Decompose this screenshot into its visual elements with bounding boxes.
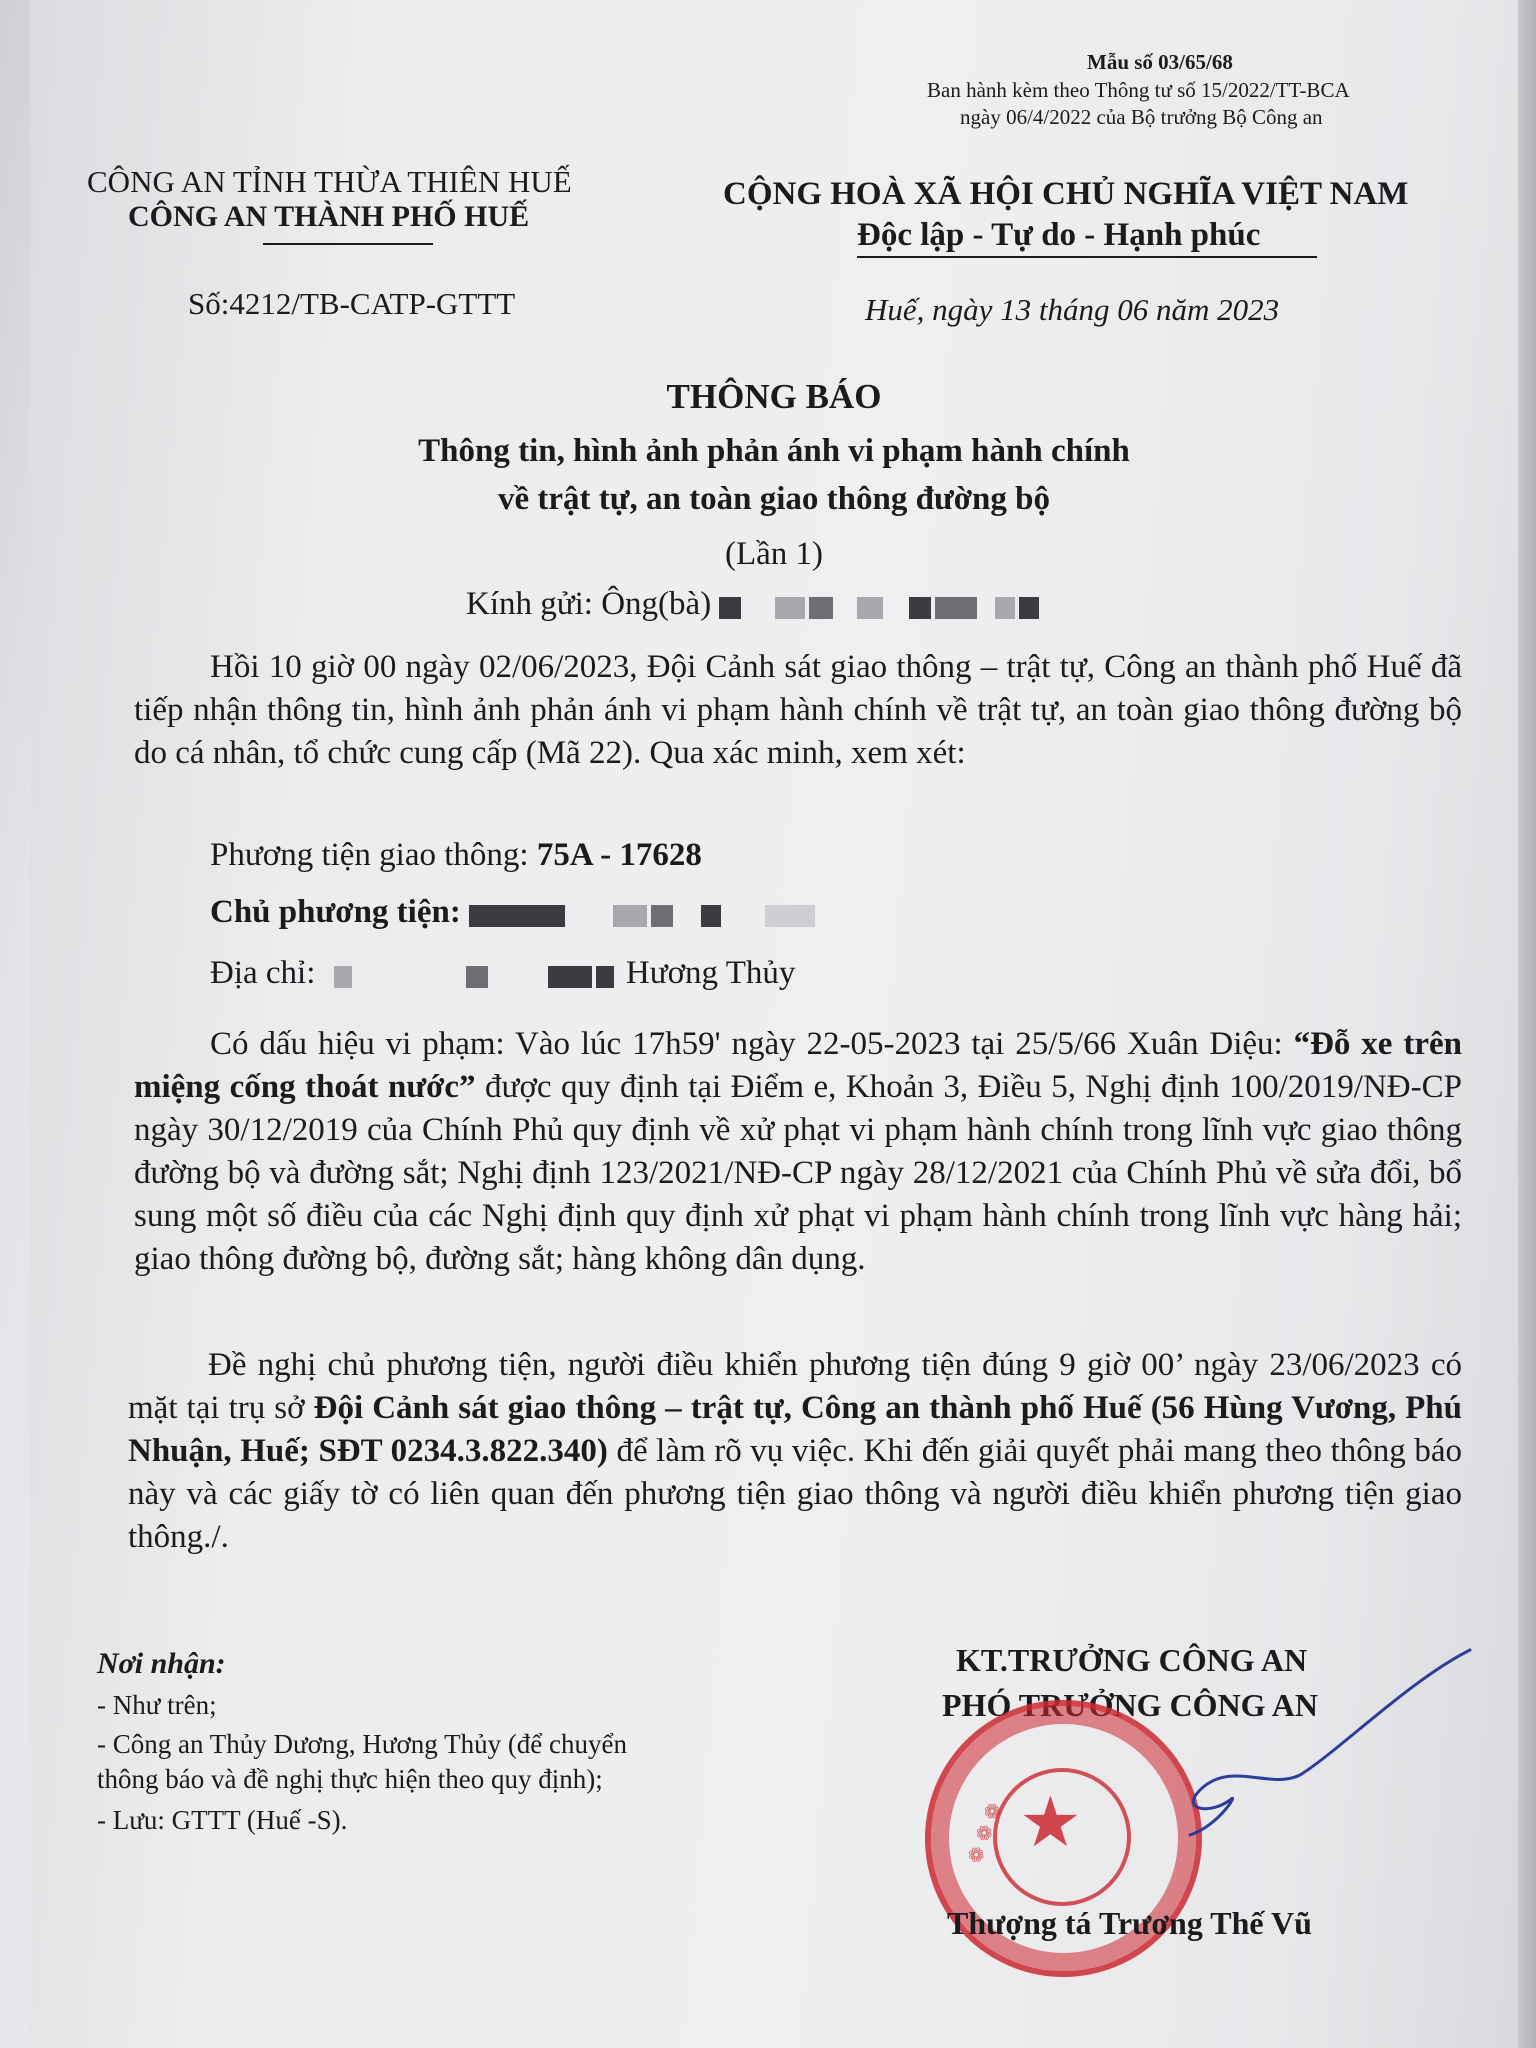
stamp-ring-text: ❁ ❁ ❁ xyxy=(962,1799,1007,1867)
place-date: Huế, ngày 13 tháng 06 năm 2023 xyxy=(865,292,1280,327)
signer-name: Thượng tá Trương Thế Vũ xyxy=(947,1905,1312,1941)
form-issued-line1: Ban hành kèm theo Thông tư số 15/2022/TT-BCA xyxy=(927,78,1350,102)
form-issued-line2: ngày 06/4/2022 của Bộ trưởng Bộ Công an xyxy=(960,105,1323,129)
address-tail: Hương Thủy xyxy=(625,955,796,991)
page-edge-shadow xyxy=(1518,0,1536,2048)
notice-title: THÔNG BÁO xyxy=(666,377,882,416)
notice-subtitle-1: Thông tin, hình ảnh phản ánh vi phạm hành chính xyxy=(418,433,1130,469)
signature-title-1: KT.TRƯỞNG CÔNG AN xyxy=(956,1642,1308,1678)
request-text-start: Đề nghị chủ phương tiện, người điều khiển phương tiện đúng 9 giờ 00’ ngày 23/06/2023 có mặt tại trụ sở xyxy=(128,1347,1462,1426)
address-label: Địa chỉ: xyxy=(210,955,316,991)
agency-underline xyxy=(263,243,433,245)
national-motto: Độc lập - Tự do - Hạnh phúc xyxy=(857,217,1261,253)
vehicle-line xyxy=(210,837,702,874)
redacted-recipient-name xyxy=(719,588,1043,625)
request-text-end: để làm rõ vụ việc. Khi đến giải quyết phải mang theo thông báo này và các giấy tờ có liên quan đến phương tiện giao thông và người điều khiển phương tiện giao thông./. xyxy=(128,1433,1462,1555)
recipient-label: Kính gửi: Ông(bà) xyxy=(466,586,712,622)
document-number: Số:4212/TB-CATP-GTTT xyxy=(188,286,516,321)
vehicle-plate: 75A - 17628 xyxy=(536,837,702,873)
request-location: Đội Cảnh sát giao thông – trật tự, Công an thành phố Huế (56 Hùng Vương, Phú Nhuận, Huế; SĐT 0234.3.822.340) xyxy=(128,1390,1462,1469)
recipients-line-2: - Công an Thủy Dương, Hương Thủy (để chuyển xyxy=(97,1729,628,1759)
republic-title: CỘNG HOÀ XÃ HỘI CHỦ NGHĨA VIỆT NAM xyxy=(723,176,1409,212)
document-page xyxy=(30,0,1518,2048)
signature-title-2: PHÓ TRƯỞNG CÔNG AN xyxy=(942,1687,1319,1723)
paragraph-violation xyxy=(134,1023,1462,1281)
notice-round: (Lần 1) xyxy=(724,536,824,572)
paragraph-request xyxy=(128,1344,1462,1559)
handwritten-signature xyxy=(1080,1640,1480,1860)
violation-text-start: Có dấu hiệu vi phạm: Vào lúc 17h59' ngày 22-05-2023 tại 25/5/66 Xuân Diệu: xyxy=(210,1026,1294,1062)
recipient-line xyxy=(466,586,1043,625)
motto-underline xyxy=(857,256,1317,258)
vehicle-label: Phương tiện giao thông: xyxy=(210,837,537,873)
paragraph-intro-text: Hồi 10 giờ 00 ngày 02/06/2023, Đội Cảnh sát giao thông – trật tự, Công an thành phố Huế đã tiếp nhận thông tin, hình ảnh phản ánh vi phạm hành chính về trật tự, an toàn giao thông đường bộ do cá nhân, tổ chức cung cấp (Mã 22). Qua xác minh, xem xét: xyxy=(134,649,1462,771)
recipients-line-1: - Như trên; xyxy=(97,1690,217,1720)
address-line xyxy=(210,955,795,994)
paragraph-intro xyxy=(134,646,1462,775)
violation-text-end: được quy định tại Điểm e, Khoản 3, Điều 5, Nghị định 100/2019/NĐ-CP ngày 30/12/2019 của Chính Phủ quy định về xử phạt vi phạm hành chính trong lĩnh vực giao thông đường bộ và đường sắt; Nghị định 123/2021/NĐ-CP ngày 28/12/2021 của Chính Phủ về sửa đổi, bổ sung một số điều của các Nghị định quy định xử phạt vi phạm hành chính trong lĩnh vực hàng hải; giao thông đường bộ, đường sắt; hàng không dân dụng. xyxy=(134,1069,1462,1277)
form-code: Mẫu số 03/65/68 xyxy=(1087,50,1233,74)
recipients-line-3: thông báo và đề nghị thực hiện theo quy định); xyxy=(97,1764,603,1794)
recipients-heading: Nơi nhận: xyxy=(97,1647,226,1680)
stamp-star-icon: ★ xyxy=(1019,1781,1082,1863)
redacted-address xyxy=(324,957,618,994)
agency-name: CÔNG AN THÀNH PHỐ HUẾ xyxy=(128,200,530,233)
violation-description: “Đỗ xe trên miệng cống thoát nước” xyxy=(134,1026,1462,1105)
owner-label: Chủ phương tiện: xyxy=(210,894,461,930)
notice-subtitle-2: về trật tự, an toàn giao thông đường bộ xyxy=(497,481,1050,517)
recipients-line-4: - Lưu: GTTT (Huế -S). xyxy=(97,1805,348,1835)
agency-parent: CÔNG AN TỈNH THỪA THIÊN HUẾ xyxy=(87,164,572,199)
owner-line xyxy=(210,894,819,933)
redacted-owner-name xyxy=(469,896,819,933)
